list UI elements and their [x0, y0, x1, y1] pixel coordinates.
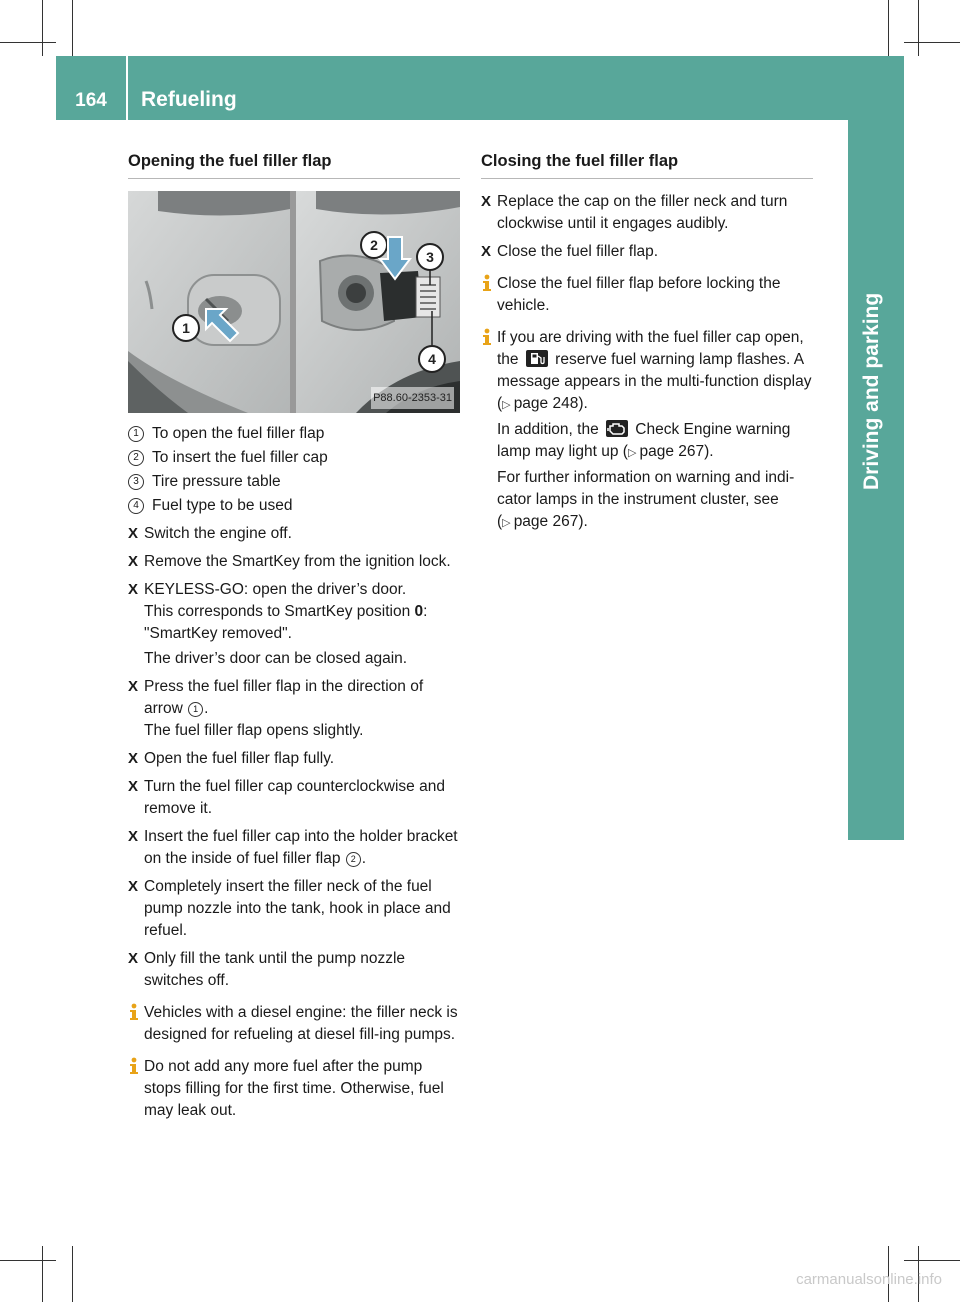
step-text: KEYLESS-GO: open the driver’s door. [144, 581, 407, 598]
note-text: In addition, the Check Engine warning lamp may light up (▷ page 267). [497, 421, 791, 460]
check-engine-icon [606, 420, 628, 437]
arrow-marker-icon: X [128, 778, 139, 795]
step-fill-tank [128, 948, 460, 992]
figure-panel-flap-closed [128, 191, 290, 413]
arrow-up-left-icon [200, 303, 242, 345]
crop-mark [42, 0, 43, 56]
step-text: Completely insert the filler neck of the fuel pump nozzle into the tank, hook in place and refuel. [144, 878, 451, 939]
note-text: If you are driving with the fuel filler cap open, the reserve fuel warning lamp flashes. A message appears in the multi-function display (▷ page 248). [497, 329, 812, 412]
step-insert-cap [128, 826, 460, 870]
crop-mark [904, 1260, 960, 1261]
legend-number: 2 [128, 450, 144, 466]
crop-mark [42, 1246, 43, 1302]
arrow-marker-icon: X [481, 243, 492, 260]
legend-item [128, 495, 460, 517]
step-text: Remove the SmartKey from the ignition lock. [144, 553, 451, 570]
note-cap-open-warning [481, 327, 813, 534]
closing-heading: Closing the fuel filler flap [481, 150, 813, 179]
crop-mark [918, 0, 919, 56]
step-press-flap [128, 676, 460, 742]
note-overfill [128, 1056, 460, 1122]
callout-1: 1 [172, 314, 200, 342]
opening-heading: Opening the fuel filler flap [128, 150, 460, 179]
figure-panel-flap-open [296, 191, 460, 413]
step-open-flap [128, 748, 460, 770]
step-keyless-go [128, 579, 460, 670]
chapter-tab-label: Driving and parking [860, 292, 883, 490]
left-column [128, 150, 460, 1122]
figure-code: P88.60-2353-31 [371, 387, 454, 409]
inline-callout-number: 2 [346, 852, 361, 867]
page-number: 164 [75, 90, 107, 111]
step-text: Open the fuel filler flap fully. [144, 750, 335, 767]
note-close-before-lock [481, 273, 813, 317]
arrow-marker-icon: X [128, 750, 139, 767]
reference-triangle-icon: ▷ [502, 517, 514, 529]
callout-leader-lines [296, 191, 460, 413]
crop-mark [0, 42, 56, 43]
right-column [481, 150, 813, 534]
step-text: The driver’s door can be closed again. [144, 650, 408, 667]
note-text: For further information on warning and indi-cator lamps in the instrument cluster, see (▷ page 267). [497, 469, 795, 530]
step-text: Insert the fuel filler cap into the holder bracket on the inside of fuel filler flap 2 . [144, 828, 458, 867]
legend-number: 1 [128, 426, 144, 442]
note-text: Vehicles with a diesel engine: the filler neck is designed for refueling at diesel fill-ing pumps. [144, 1004, 458, 1043]
footer-url[interactable]: carmanualsonline.info [796, 1271, 942, 1288]
callout-3: 3 [416, 243, 444, 271]
step-text: Turn the fuel filler cap counterclockwise and remove it. [144, 778, 445, 817]
legend-item [128, 447, 460, 469]
crop-mark [888, 0, 889, 56]
callout-2: 2 [360, 231, 388, 259]
step-text: This corresponds to SmartKey position 0: "SmartKey removed". [144, 603, 428, 642]
step-text: Replace the cap on the filler neck and turn clockwise until it engages audibly. [497, 193, 788, 232]
info-icon [479, 274, 495, 292]
legend-number: 3 [128, 474, 144, 490]
reference-triangle-icon: ▷ [627, 447, 640, 459]
legend-text: Tire pressure table [152, 473, 281, 490]
legend-item [128, 423, 460, 445]
flap-closed-illustration [128, 191, 290, 413]
step-text: Switch the engine off. [144, 525, 292, 542]
arrow-marker-icon: X [128, 553, 139, 570]
legend-item [128, 471, 460, 493]
fuel-flap-figure [128, 191, 460, 413]
step-text: Close the fuel filler flap. [497, 243, 659, 260]
section-title: Refueling [141, 88, 237, 111]
crop-mark [904, 42, 960, 43]
crop-mark [0, 1260, 56, 1261]
note-text: Do not add any more fuel after the pump stops filling for the first time. Otherwise, fuel may leak out. [144, 1058, 444, 1119]
fuel-pump-icon [526, 350, 548, 367]
legend-text: To insert the fuel filler cap [152, 449, 328, 466]
legend-number: 4 [128, 498, 144, 514]
arrow-marker-icon: X [128, 678, 139, 695]
arrow-marker-icon: X [128, 828, 139, 845]
inline-callout-number: 1 [188, 702, 203, 717]
step-text: The fuel filler flap opens slightly. [144, 722, 364, 739]
crop-mark [72, 0, 73, 56]
arrow-marker-icon: X [128, 878, 139, 895]
info-icon [126, 1003, 142, 1021]
crop-mark [72, 1246, 73, 1302]
step-text: Only fill the tank until the pump nozzle switches off. [144, 950, 406, 989]
arrow-marker-icon: X [128, 525, 139, 542]
note-text: Close the fuel filler flap before locking the vehicle. [497, 275, 781, 314]
step-text: Press the fuel filler flap in the direction of arrow 1 . [144, 678, 424, 717]
header-divider [126, 56, 128, 120]
step-remove-key [128, 551, 460, 573]
step-replace-cap [481, 191, 813, 235]
callout-4: 4 [418, 345, 446, 373]
step-remove-cap [128, 776, 460, 820]
reference-triangle-icon: ▷ [502, 399, 514, 411]
arrow-marker-icon: X [128, 950, 139, 967]
arrow-marker-icon: X [128, 581, 139, 598]
note-diesel [128, 1002, 460, 1046]
info-icon [126, 1057, 142, 1075]
legend-text: Fuel type to be used [152, 497, 293, 514]
info-icon [479, 328, 495, 346]
arrow-marker-icon: X [481, 193, 492, 210]
step-close-flap [481, 241, 813, 263]
figure-legend [128, 423, 460, 517]
step-switch-off [128, 523, 460, 545]
step-refuel [128, 876, 460, 942]
legend-text: To open the fuel filler flap [152, 425, 325, 442]
